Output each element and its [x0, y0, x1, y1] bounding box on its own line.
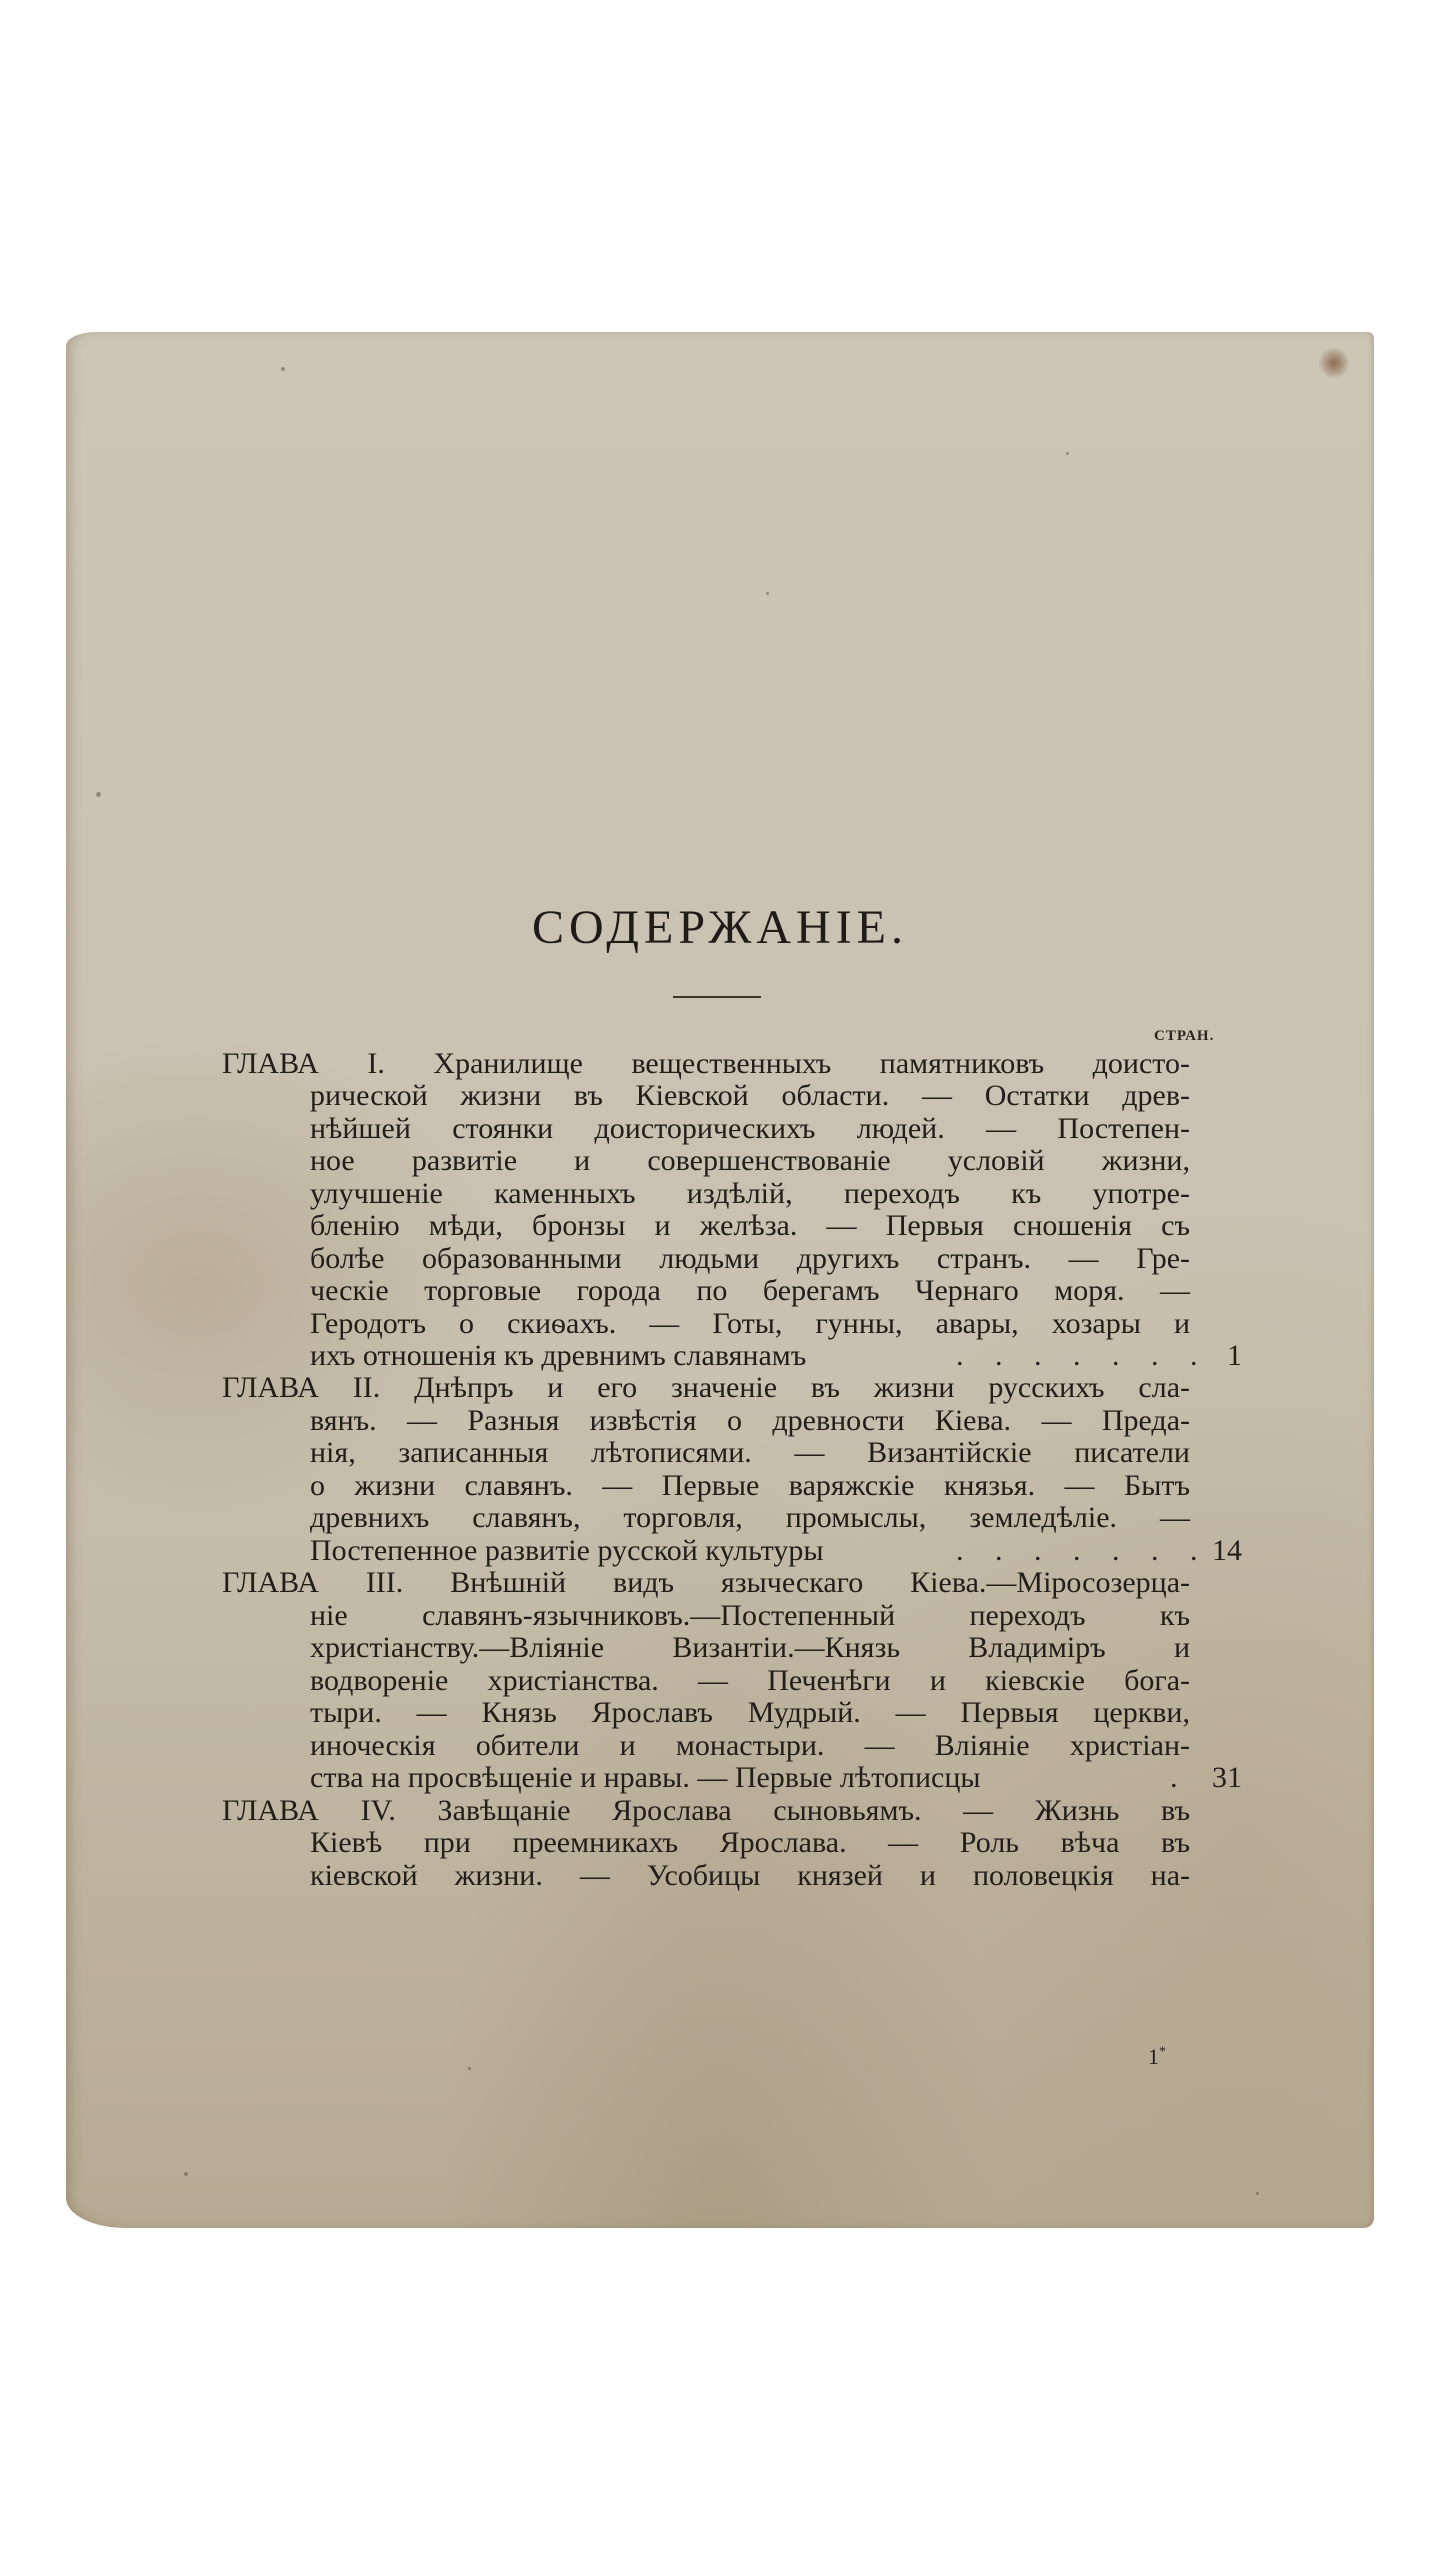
- toc-line: нѣйшей стоянки доисторическихъ людей. — Постепен-: [310, 1112, 1190, 1145]
- paper-speck: [766, 592, 769, 595]
- toc-line: нія, записанныя лѣтописями. — Византійскіе писатели: [310, 1436, 1190, 1469]
- page-column-label: СТРАН.: [1154, 1028, 1215, 1044]
- toc-line: ства на просвѣщеніе и нравы. — Первые лѣтописцы: [310, 1761, 981, 1794]
- toc-line: ное развитіе и совершенствованіе условій жизни,: [310, 1144, 1190, 1177]
- page-number: 31: [1212, 1761, 1242, 1794]
- signature-star: *: [1159, 2044, 1166, 2060]
- toc-line: ГЛАВА I. Хранилище вещественныхъ памятниковъ доисто-: [222, 1047, 1190, 1080]
- dot-leader: . . . . . . .: [956, 1534, 1210, 1567]
- toc-line: ГЛАВА IV. Завѣщаніе Ярослава сыновьямъ. — Жизнь въ: [222, 1794, 1190, 1827]
- paper-speck: [468, 2067, 471, 2070]
- toc-line: болѣе образованными людьми другихъ странъ. — Гре-: [310, 1242, 1190, 1275]
- ink-stain: [1319, 346, 1349, 380]
- toc-line: о жизни славянъ. — Первые варяжскіе князья. — Бытъ: [310, 1469, 1190, 1502]
- page-number: 1: [1227, 1339, 1242, 1372]
- dot-leader: . . . . . . .: [956, 1339, 1210, 1372]
- toc-line: водвореніе христіанства. — Печенѣги и кіевскіе бога-: [310, 1664, 1190, 1697]
- signature-number: 1: [1148, 2044, 1159, 2069]
- dot-leader: .: [1170, 1761, 1178, 1794]
- toc-line: кіевской жизни. — Усобицы князей и половецкія на-: [310, 1859, 1190, 1892]
- title-divider: [673, 996, 761, 998]
- toc-line: христіанству.—Вліяніе Византіи.—Князь Владиміръ и: [310, 1631, 1190, 1664]
- toc-line: тыри. — Князь Ярославъ Мудрый. — Первыя церкви,: [310, 1696, 1190, 1729]
- paper-speck: [281, 367, 285, 371]
- toc-line: рической жизни въ Кіевской области. — Остатки древ-: [310, 1079, 1190, 1112]
- toc-line: иноческія обители и монастыри. — Вліяніе христіан-: [310, 1729, 1190, 1762]
- toc-line: древнихъ славянъ, торговля, промыслы, земледѣліе. —: [310, 1501, 1190, 1534]
- toc-line: ихъ отношенія къ древнимъ славянамъ: [310, 1339, 807, 1372]
- paper-speck: [1256, 2192, 1259, 2195]
- paper-speck: [1066, 452, 1069, 455]
- page-number: 14: [1212, 1534, 1242, 1567]
- toc-line: вянъ. — Разныя извѣстія о древности Кіева. — Преда-: [310, 1404, 1190, 1437]
- toc-line: ніе славянъ-язычниковъ.—Постепенный переходъ къ: [310, 1599, 1190, 1632]
- signature-mark: [1148, 2044, 1166, 2070]
- toc-line: бленію мѣди, бронзы и желѣза. — Первыя сношенія съ: [310, 1209, 1190, 1242]
- paper-speck: [184, 2172, 188, 2176]
- toc-line: ГЛАВА II. Днѣпръ и его значеніе въ жизни русскихъ сла-: [222, 1371, 1190, 1404]
- page-title: СОДЕРЖАНІЕ.: [532, 901, 908, 954]
- paper-speck: [96, 792, 101, 797]
- toc-line: Геродотъ о скиѳахъ. — Готы, гунны, авары, хозары и: [310, 1307, 1190, 1340]
- toc-line: ГЛАВА III. Внѣшній видъ языческаго Кіева.—Міросозерца-: [222, 1566, 1190, 1599]
- book-page: [66, 332, 1374, 2228]
- toc-line: Постепенное развитіе русской культуры: [310, 1534, 824, 1567]
- toc-line: Кіевѣ при преемникахъ Ярослава. — Роль вѣча въ: [310, 1826, 1190, 1859]
- toc-line: улучшеніе каменныхъ издѣлій, переходъ къ употре-: [310, 1177, 1190, 1210]
- toc-line: ческіе торговые города по берегамъ Чернаго моря. —: [310, 1274, 1190, 1307]
